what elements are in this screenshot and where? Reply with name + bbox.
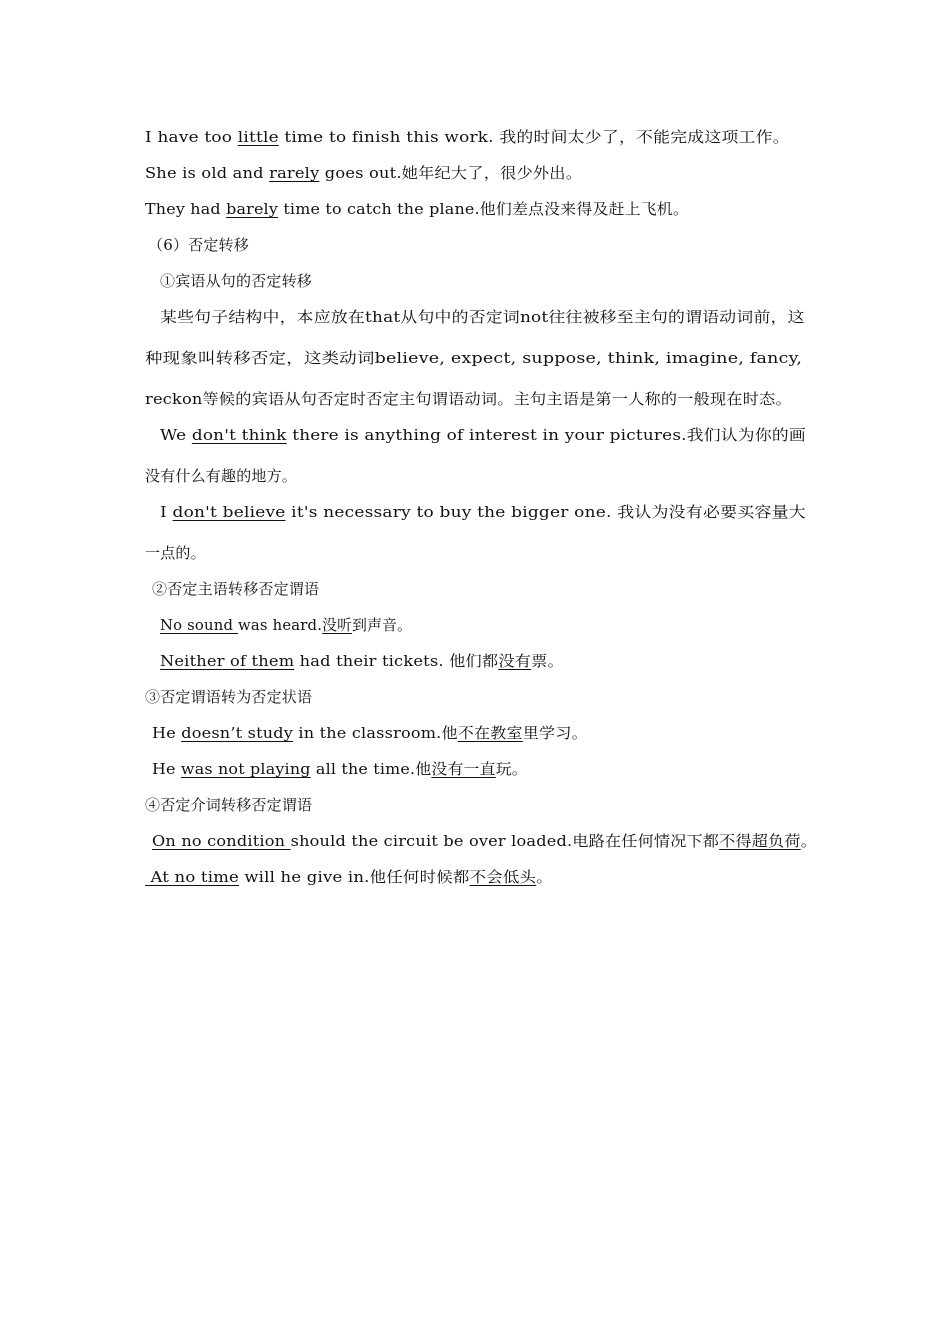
underlined-segment: Neither of them xyxy=(160,652,295,670)
text-line xyxy=(145,199,689,219)
text-line xyxy=(145,348,802,368)
text-segment: 票。 xyxy=(531,652,564,670)
text-segment: He xyxy=(152,760,181,778)
text-segment: 没有什么有趣的地方。 xyxy=(145,467,298,485)
underlined-segment: 没有一直 xyxy=(431,760,496,778)
underlined-segment: 不会低头 xyxy=(469,868,537,886)
text-segment: ④否定介词转移否定谓语 xyxy=(145,796,313,814)
text-segment: time to finish this work. 我的时间太少了，不能完成这项工作。 xyxy=(278,128,790,146)
text-line xyxy=(160,307,805,327)
underlined-segment: 不在教室 xyxy=(457,724,523,742)
text-segment: ②否定主语转移否定谓语 xyxy=(152,580,320,598)
text-segment: ③否定谓语转为否定状语 xyxy=(145,688,313,706)
text-segment: （6）否定转移 xyxy=(148,236,249,254)
text-segment: He xyxy=(152,724,182,742)
text-line xyxy=(152,759,528,779)
underlined-segment: No sound xyxy=(160,616,239,634)
text-segment: reckon等候的宾语从句否定时否定主句谓语动词。主句主语是第一人称的一般现在时态。 xyxy=(145,390,792,408)
text-line xyxy=(160,615,412,635)
text-line xyxy=(145,389,792,409)
text-line xyxy=(152,579,319,599)
text-segment: 。 xyxy=(536,868,553,886)
text-segment: was heard. xyxy=(238,616,323,634)
text-segment: goes out.她年纪大了，很少外出。 xyxy=(319,164,583,182)
underlined-segment: 没听 xyxy=(322,616,353,634)
underlined-segment: doesn’t study xyxy=(181,724,294,742)
text-line xyxy=(160,651,564,671)
text-line xyxy=(145,795,312,815)
text-segment: ①宾语从句的否定转移 xyxy=(160,272,313,290)
text-segment: there is anything of interest in your pictures.我们认为你的画 xyxy=(286,426,806,444)
text-line xyxy=(145,163,582,183)
text-segment: I have too xyxy=(145,128,238,146)
text-segment: 里学习。 xyxy=(522,724,588,742)
underlined-segment: rarely xyxy=(269,164,320,182)
text-line xyxy=(160,271,312,291)
text-segment: should the circuit be over loaded.电路在任何情况下都 xyxy=(290,832,720,850)
text-line xyxy=(145,466,297,486)
text-segment: time to catch the plane.他们差点没来得及赶上飞机。 xyxy=(278,200,690,218)
underlined-segment: don't think xyxy=(191,426,287,444)
text-segment: I xyxy=(160,503,173,521)
underlined-segment: little xyxy=(237,128,279,146)
text-segment: 。 xyxy=(800,832,818,850)
text-segment: 玩。 xyxy=(495,760,528,778)
underlined-segment: barely xyxy=(226,200,279,218)
text-segment: 一点的。 xyxy=(145,544,206,562)
text-line xyxy=(145,543,206,563)
underlined-segment: On no condition xyxy=(152,832,291,850)
text-segment: had their tickets. 他们都 xyxy=(294,652,499,670)
text-segment: 某些句子结构中，本应放在that从句中的否定词not往往被移至主句的谓语动词前，这 xyxy=(160,308,805,326)
text-segment: will he give in.他任何时候都 xyxy=(238,868,470,886)
text-segment: it's necessary to buy the bigger one. 我认为没有必要买容量大 xyxy=(285,503,806,521)
text-line xyxy=(145,687,312,707)
text-line xyxy=(148,235,249,255)
text-segment: They had xyxy=(145,200,227,218)
text-segment: 种现象叫转移否定，这类动词believe, expect, suppose, think, imagine, fancy, xyxy=(145,349,803,367)
text-line xyxy=(152,723,588,743)
underlined-segment: 不得超负荷 xyxy=(719,832,801,850)
underlined-segment: 没有 xyxy=(498,652,532,670)
text-segment: 到声音。 xyxy=(352,616,413,634)
text-line xyxy=(145,867,553,887)
underlined-segment: don't believe xyxy=(172,503,286,521)
text-segment: She is old and xyxy=(145,164,270,182)
text-line xyxy=(160,425,806,445)
text-segment: all the time.他 xyxy=(310,760,432,778)
underlined-segment: At no time xyxy=(145,868,239,886)
text-line xyxy=(160,502,806,522)
text-segment: in the classroom.他 xyxy=(293,724,458,742)
text-line xyxy=(145,127,790,147)
text-segment: We xyxy=(160,426,192,444)
text-line xyxy=(152,831,817,851)
underlined-segment: was not playing xyxy=(180,760,311,778)
